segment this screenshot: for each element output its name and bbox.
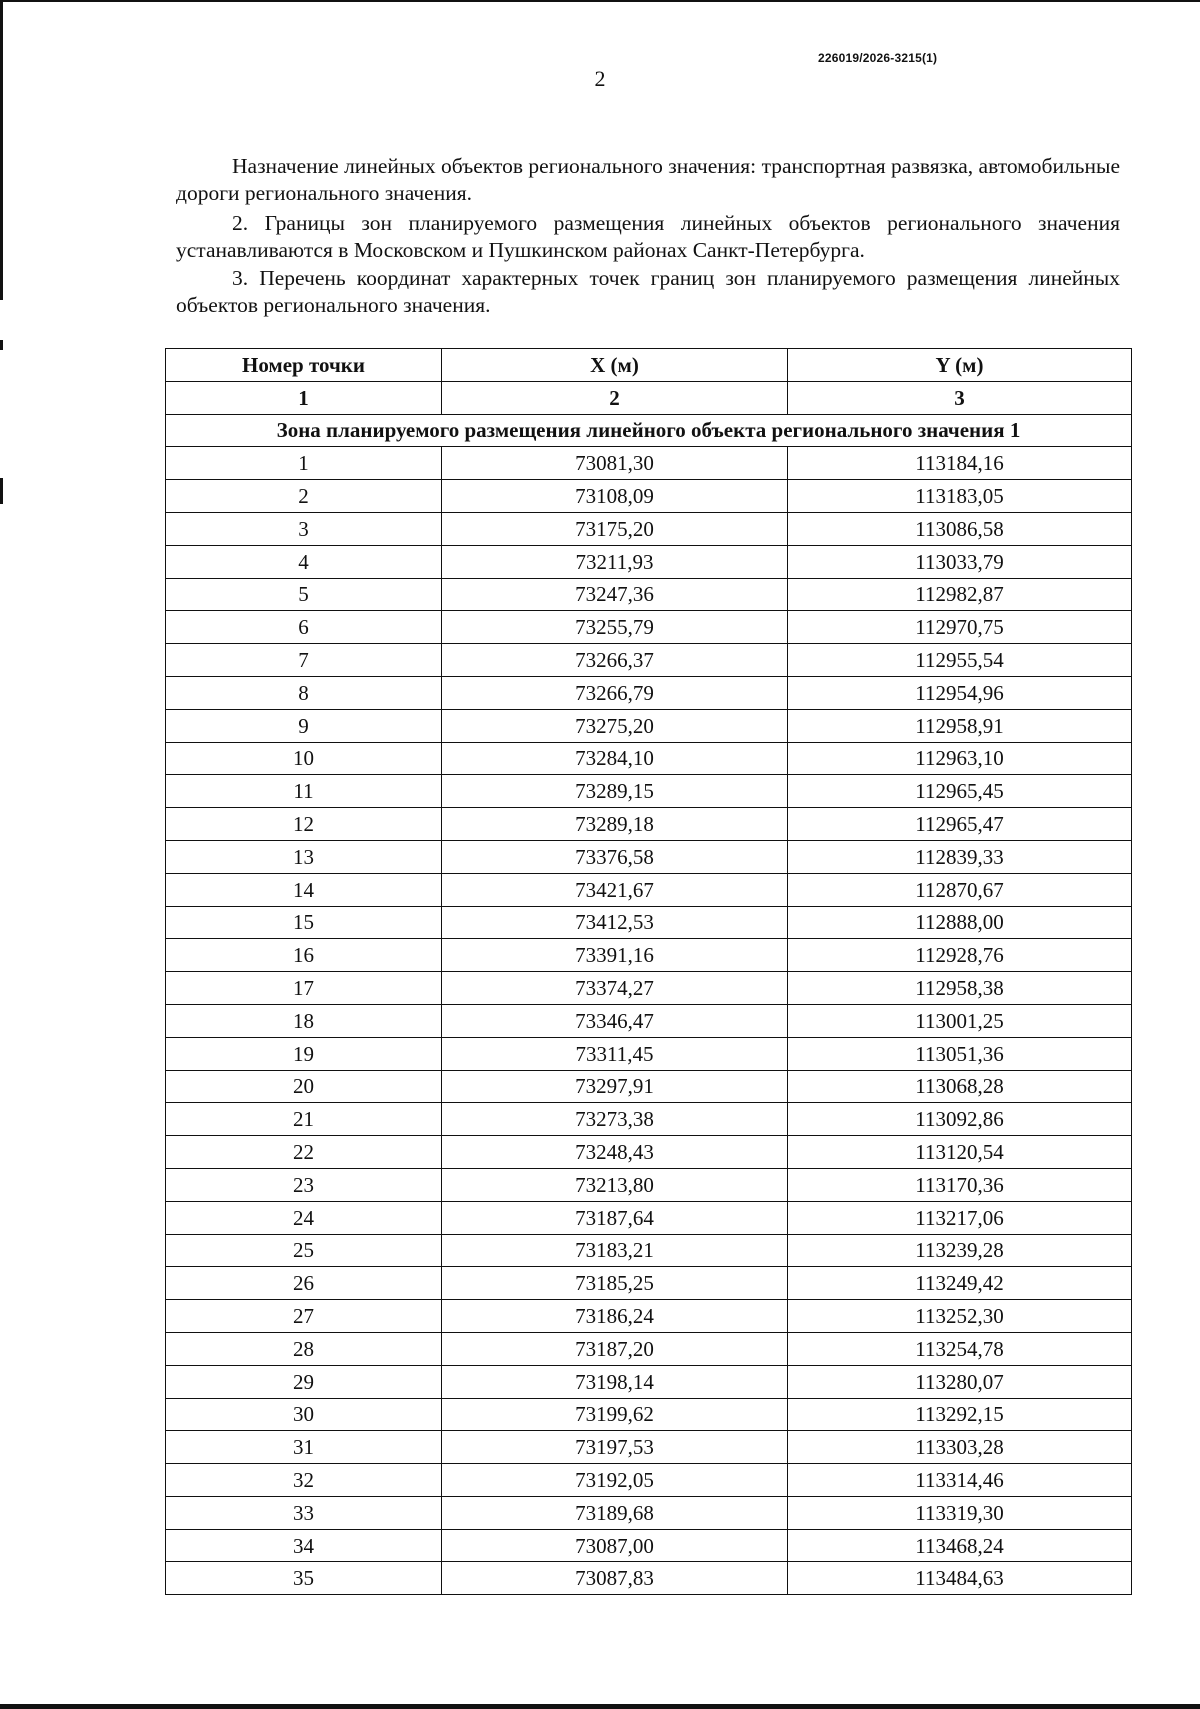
- table-row: [166, 447, 1132, 480]
- table-row: [166, 676, 1132, 709]
- x-coordinate-cell: 73266,79: [442, 676, 788, 709]
- y-coordinate-cell: 113292,15: [788, 1398, 1132, 1431]
- coordinates-table: [165, 348, 1132, 1595]
- y-coordinate-cell: 112982,87: [788, 578, 1132, 611]
- table-row: [166, 480, 1132, 513]
- point-number-cell: 9: [166, 709, 442, 742]
- point-number-cell: 5: [166, 578, 442, 611]
- y-coordinate-cell: 113303,28: [788, 1431, 1132, 1464]
- y-coordinate-cell: 112888,00: [788, 906, 1132, 939]
- y-coordinate-cell: 113319,30: [788, 1496, 1132, 1529]
- scan-edge-bottom: [0, 1704, 1200, 1709]
- point-number-cell: 31: [166, 1431, 442, 1464]
- point-number-cell: 27: [166, 1300, 442, 1333]
- table-row: [166, 1464, 1132, 1497]
- zone-title-row: [166, 414, 1132, 447]
- y-coordinate-cell: 112839,33: [788, 840, 1132, 873]
- x-coordinate-cell: 73211,93: [442, 545, 788, 578]
- y-coordinate-cell: 113468,24: [788, 1529, 1132, 1562]
- table-row: [166, 1168, 1132, 1201]
- y-coordinate-cell: 113170,36: [788, 1168, 1132, 1201]
- table-row: [166, 1234, 1132, 1267]
- point-number-cell: 11: [166, 775, 442, 808]
- x-coordinate-cell: 73189,68: [442, 1496, 788, 1529]
- y-coordinate-cell: 113183,05: [788, 480, 1132, 513]
- paragraph-boundaries: 2. Границы зон планируемого размещения линейных объектов регионального значения устанавливаются в Московском и Пушкинском районах Санкт-Петербурга.: [176, 211, 1120, 262]
- paragraph-purpose: Назначение линейных объектов регионального значения: транспортная развязка, автомобильные дороги регионального значения.: [176, 154, 1120, 205]
- table-row: [166, 1070, 1132, 1103]
- y-coordinate-cell: 113001,25: [788, 1004, 1132, 1037]
- point-number-cell: 30: [166, 1398, 442, 1431]
- y-coordinate-cell: 112965,45: [788, 775, 1132, 808]
- y-coordinate-cell: 113086,58: [788, 512, 1132, 545]
- y-coordinate-cell: 113033,79: [788, 545, 1132, 578]
- table-row: [166, 1398, 1132, 1431]
- paragraph-coordinates-list: 3. Перечень координат характерных точек границ зон планируемого размещения линейных объектов регионального значения.: [176, 266, 1120, 317]
- point-number-cell: 25: [166, 1234, 442, 1267]
- table-row: [166, 1201, 1132, 1234]
- table-row: [166, 1136, 1132, 1169]
- column-number: 3: [788, 381, 1132, 414]
- header-y: Y (м): [788, 349, 1132, 382]
- point-number-cell: 19: [166, 1037, 442, 1070]
- x-coordinate-cell: 73248,43: [442, 1136, 788, 1169]
- table-header-row: [166, 349, 1132, 382]
- point-number-cell: 1: [166, 447, 442, 480]
- scan-edge-left: [0, 0, 3, 300]
- x-coordinate-cell: 73186,24: [442, 1300, 788, 1333]
- table-row: [166, 1496, 1132, 1529]
- point-number-cell: 22: [166, 1136, 442, 1169]
- x-coordinate-cell: 73346,47: [442, 1004, 788, 1037]
- point-number-cell: 32: [166, 1464, 442, 1497]
- y-coordinate-cell: 113051,36: [788, 1037, 1132, 1070]
- y-coordinate-cell: 112970,75: [788, 611, 1132, 644]
- x-coordinate-cell: 73087,83: [442, 1562, 788, 1595]
- point-number-cell: 28: [166, 1332, 442, 1365]
- x-coordinate-cell: 73185,25: [442, 1267, 788, 1300]
- y-coordinate-cell: 113249,42: [788, 1267, 1132, 1300]
- x-coordinate-cell: 73289,15: [442, 775, 788, 808]
- x-coordinate-cell: 73284,10: [442, 742, 788, 775]
- x-coordinate-cell: 73187,64: [442, 1201, 788, 1234]
- column-number: 1: [166, 381, 442, 414]
- y-coordinate-cell: 113184,16: [788, 447, 1132, 480]
- x-coordinate-cell: 73192,05: [442, 1464, 788, 1497]
- table-row: [166, 873, 1132, 906]
- table-row: [166, 972, 1132, 1005]
- table-row: [166, 906, 1132, 939]
- column-number: 2: [442, 381, 788, 414]
- point-number-cell: 17: [166, 972, 442, 1005]
- y-coordinate-cell: 112955,54: [788, 644, 1132, 677]
- scan-edge-left-mark: [0, 478, 3, 504]
- x-coordinate-cell: 73199,62: [442, 1398, 788, 1431]
- header-point-number: Номер точки: [166, 349, 442, 382]
- x-coordinate-cell: 73266,37: [442, 644, 788, 677]
- column-number-row: [166, 381, 1132, 414]
- x-coordinate-cell: 73081,30: [442, 447, 788, 480]
- point-number-cell: 16: [166, 939, 442, 972]
- table-row: [166, 1431, 1132, 1464]
- y-coordinate-cell: 112958,91: [788, 709, 1132, 742]
- x-coordinate-cell: 73198,14: [442, 1365, 788, 1398]
- point-number-cell: 23: [166, 1168, 442, 1201]
- x-coordinate-cell: 73247,36: [442, 578, 788, 611]
- x-coordinate-cell: 73255,79: [442, 611, 788, 644]
- point-number-cell: 33: [166, 1496, 442, 1529]
- table-row: [166, 512, 1132, 545]
- point-number-cell: 10: [166, 742, 442, 775]
- x-coordinate-cell: 73376,58: [442, 840, 788, 873]
- table-row: [166, 840, 1132, 873]
- table-row: [166, 1529, 1132, 1562]
- point-number-cell: 4: [166, 545, 442, 578]
- point-number-cell: 14: [166, 873, 442, 906]
- table-row: [166, 1332, 1132, 1365]
- zone-title: Зона планируемого размещения линейного объекта регионального значения 1: [166, 414, 1132, 447]
- point-number-cell: 29: [166, 1365, 442, 1398]
- x-coordinate-cell: 73297,91: [442, 1070, 788, 1103]
- x-coordinate-cell: 73273,38: [442, 1103, 788, 1136]
- point-number-cell: 2: [166, 480, 442, 513]
- point-number-cell: 24: [166, 1201, 442, 1234]
- point-number-cell: 26: [166, 1267, 442, 1300]
- table-row: [166, 1103, 1132, 1136]
- table-row: [166, 545, 1132, 578]
- y-coordinate-cell: 113092,86: [788, 1103, 1132, 1136]
- y-coordinate-cell: 112928,76: [788, 939, 1132, 972]
- table-row: [166, 1037, 1132, 1070]
- header-x: X (м): [442, 349, 788, 382]
- table-row: [166, 742, 1132, 775]
- table-row: [166, 939, 1132, 972]
- y-coordinate-cell: 113254,78: [788, 1332, 1132, 1365]
- x-coordinate-cell: 73412,53: [442, 906, 788, 939]
- y-coordinate-cell: 113252,30: [788, 1300, 1132, 1333]
- y-coordinate-cell: 112870,67: [788, 873, 1132, 906]
- table-row: [166, 578, 1132, 611]
- table-row: [166, 1365, 1132, 1398]
- scan-edge-left-mark: [0, 340, 3, 350]
- point-number-cell: 7: [166, 644, 442, 677]
- table-row: [166, 775, 1132, 808]
- table-row: [166, 1300, 1132, 1333]
- y-coordinate-cell: 112958,38: [788, 972, 1132, 1005]
- y-coordinate-cell: 112963,10: [788, 742, 1132, 775]
- x-coordinate-cell: 73213,80: [442, 1168, 788, 1201]
- table-row: [166, 1562, 1132, 1595]
- table-row: [166, 709, 1132, 742]
- point-number-cell: 6: [166, 611, 442, 644]
- page-number: 2: [594, 66, 606, 91]
- x-coordinate-cell: 73289,18: [442, 808, 788, 841]
- table-row: [166, 1004, 1132, 1037]
- point-number-cell: 3: [166, 512, 442, 545]
- table-row: [166, 611, 1132, 644]
- x-coordinate-cell: 73175,20: [442, 512, 788, 545]
- x-coordinate-cell: 73374,27: [442, 972, 788, 1005]
- point-number-cell: 8: [166, 676, 442, 709]
- x-coordinate-cell: 73197,53: [442, 1431, 788, 1464]
- point-number-cell: 13: [166, 840, 442, 873]
- point-number-cell: 15: [166, 906, 442, 939]
- point-number-cell: 35: [166, 1562, 442, 1595]
- table-row: [166, 808, 1132, 841]
- point-number-cell: 20: [166, 1070, 442, 1103]
- y-coordinate-cell: 113217,06: [788, 1201, 1132, 1234]
- x-coordinate-cell: 73187,20: [442, 1332, 788, 1365]
- y-coordinate-cell: 113314,46: [788, 1464, 1132, 1497]
- y-coordinate-cell: 113484,63: [788, 1562, 1132, 1595]
- x-coordinate-cell: 73391,16: [442, 939, 788, 972]
- table-row: [166, 1267, 1132, 1300]
- point-number-cell: 34: [166, 1529, 442, 1562]
- y-coordinate-cell: 113280,07: [788, 1365, 1132, 1398]
- y-coordinate-cell: 113239,28: [788, 1234, 1132, 1267]
- point-number-cell: 12: [166, 808, 442, 841]
- y-coordinate-cell: 113120,54: [788, 1136, 1132, 1169]
- document-id: 226019/2026-3215(1): [818, 51, 938, 65]
- table-row: [166, 644, 1132, 677]
- x-coordinate-cell: 73421,67: [442, 873, 788, 906]
- x-coordinate-cell: 73087,00: [442, 1529, 788, 1562]
- point-number-cell: 21: [166, 1103, 442, 1136]
- point-number-cell: 18: [166, 1004, 442, 1037]
- y-coordinate-cell: 112954,96: [788, 676, 1132, 709]
- x-coordinate-cell: 73275,20: [442, 709, 788, 742]
- x-coordinate-cell: 73108,09: [442, 480, 788, 513]
- y-coordinate-cell: 113068,28: [788, 1070, 1132, 1103]
- y-coordinate-cell: 112965,47: [788, 808, 1132, 841]
- x-coordinate-cell: 73183,21: [442, 1234, 788, 1267]
- x-coordinate-cell: 73311,45: [442, 1037, 788, 1070]
- scan-edge-top: [0, 0, 1200, 2]
